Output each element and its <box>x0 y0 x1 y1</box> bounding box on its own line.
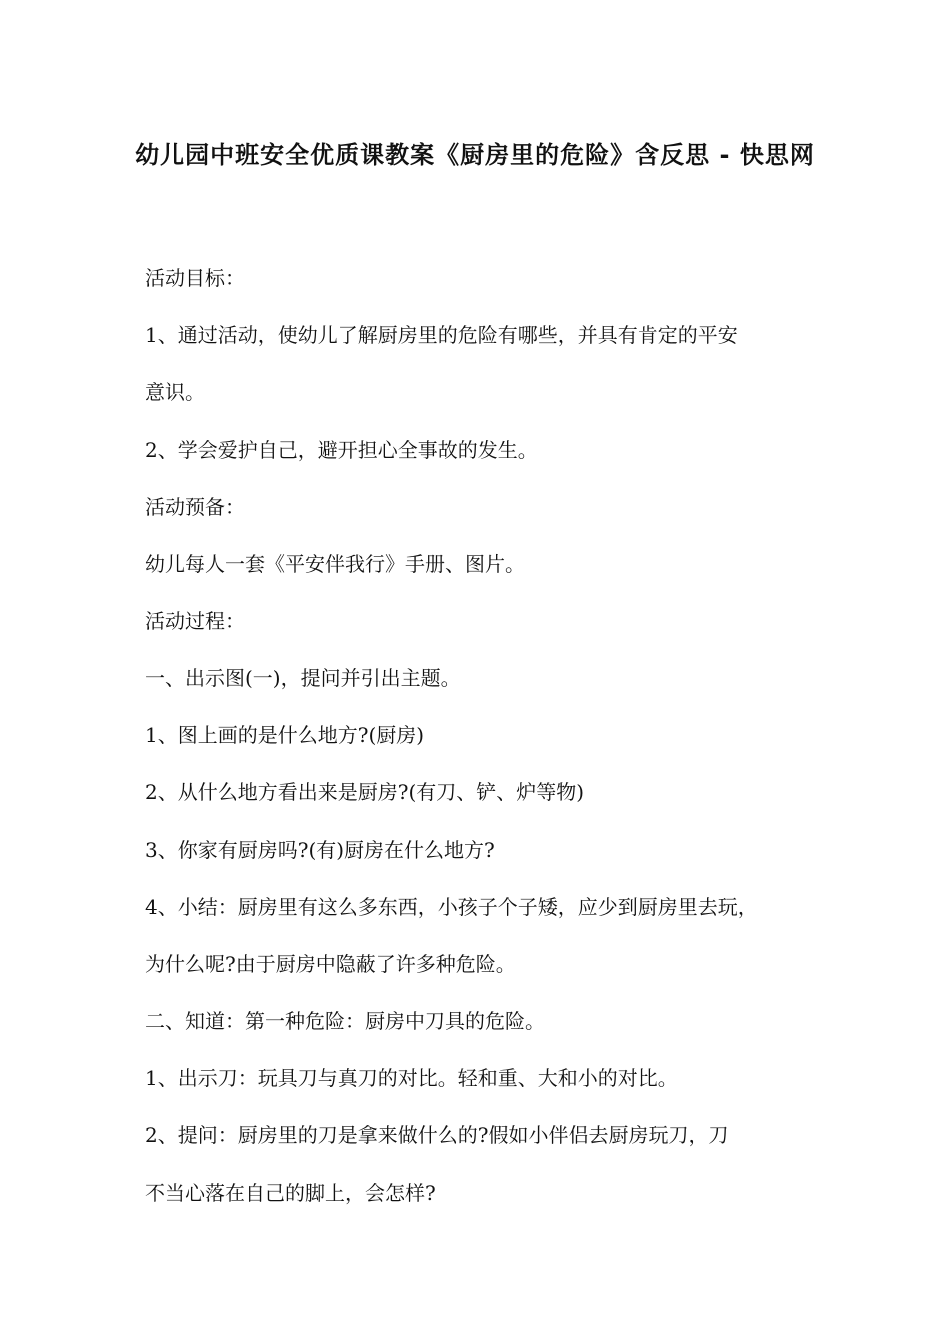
text-line: 一、出示图(一)，提问并引出主题。 <box>145 666 461 690</box>
text-line: 活动过程： <box>145 609 245 633</box>
text-line: 幼儿每人一套《平安伴我行》手册、图片。 <box>145 552 525 576</box>
text-line: 为什么呢?由于厨房中隐蔽了许多种危险。 <box>145 952 516 976</box>
text-line: 活动预备： <box>145 495 245 519</box>
text-line: 3、你家有厨房吗?(有)厨房在什么地方? <box>145 838 495 862</box>
text-line: 不当心落在自己的脚上，会怎样? <box>145 1181 436 1205</box>
text-line: 意识。 <box>145 380 205 404</box>
text-line: 2、学会爱护自己，避开担心全事故的发生。 <box>145 438 538 462</box>
text-line: 2、提问：厨房里的刀是拿来做什么的?假如小伴侣去厨房玩刀，刀 <box>145 1123 729 1147</box>
text-line: 1、出示刀：玩具刀与真刀的对比。轻和重、大和小的对比。 <box>145 1066 678 1090</box>
text-line: 1、通过活动，使幼儿了解厨房里的危险有哪些，并具有肯定的平安 <box>145 323 738 347</box>
text-line: 4、小结：厨房里有这么多东西，小孩子个子矮，应少到厨房里去玩， <box>145 895 758 919</box>
text-line: 2、从什么地方看出来是厨房?(有刀、铲、炉等物) <box>145 780 585 804</box>
text-line: 活动目标： <box>145 266 245 290</box>
document-title: 幼儿园中班安全优质课教案《厨房里的危险》含反思 - 快思网 <box>135 141 815 169</box>
text-line: 二、知道：第一种危险：厨房中刀具的危险。 <box>145 1009 545 1033</box>
text-line: 1、图上画的是什么地方?(厨房) <box>145 723 425 747</box>
